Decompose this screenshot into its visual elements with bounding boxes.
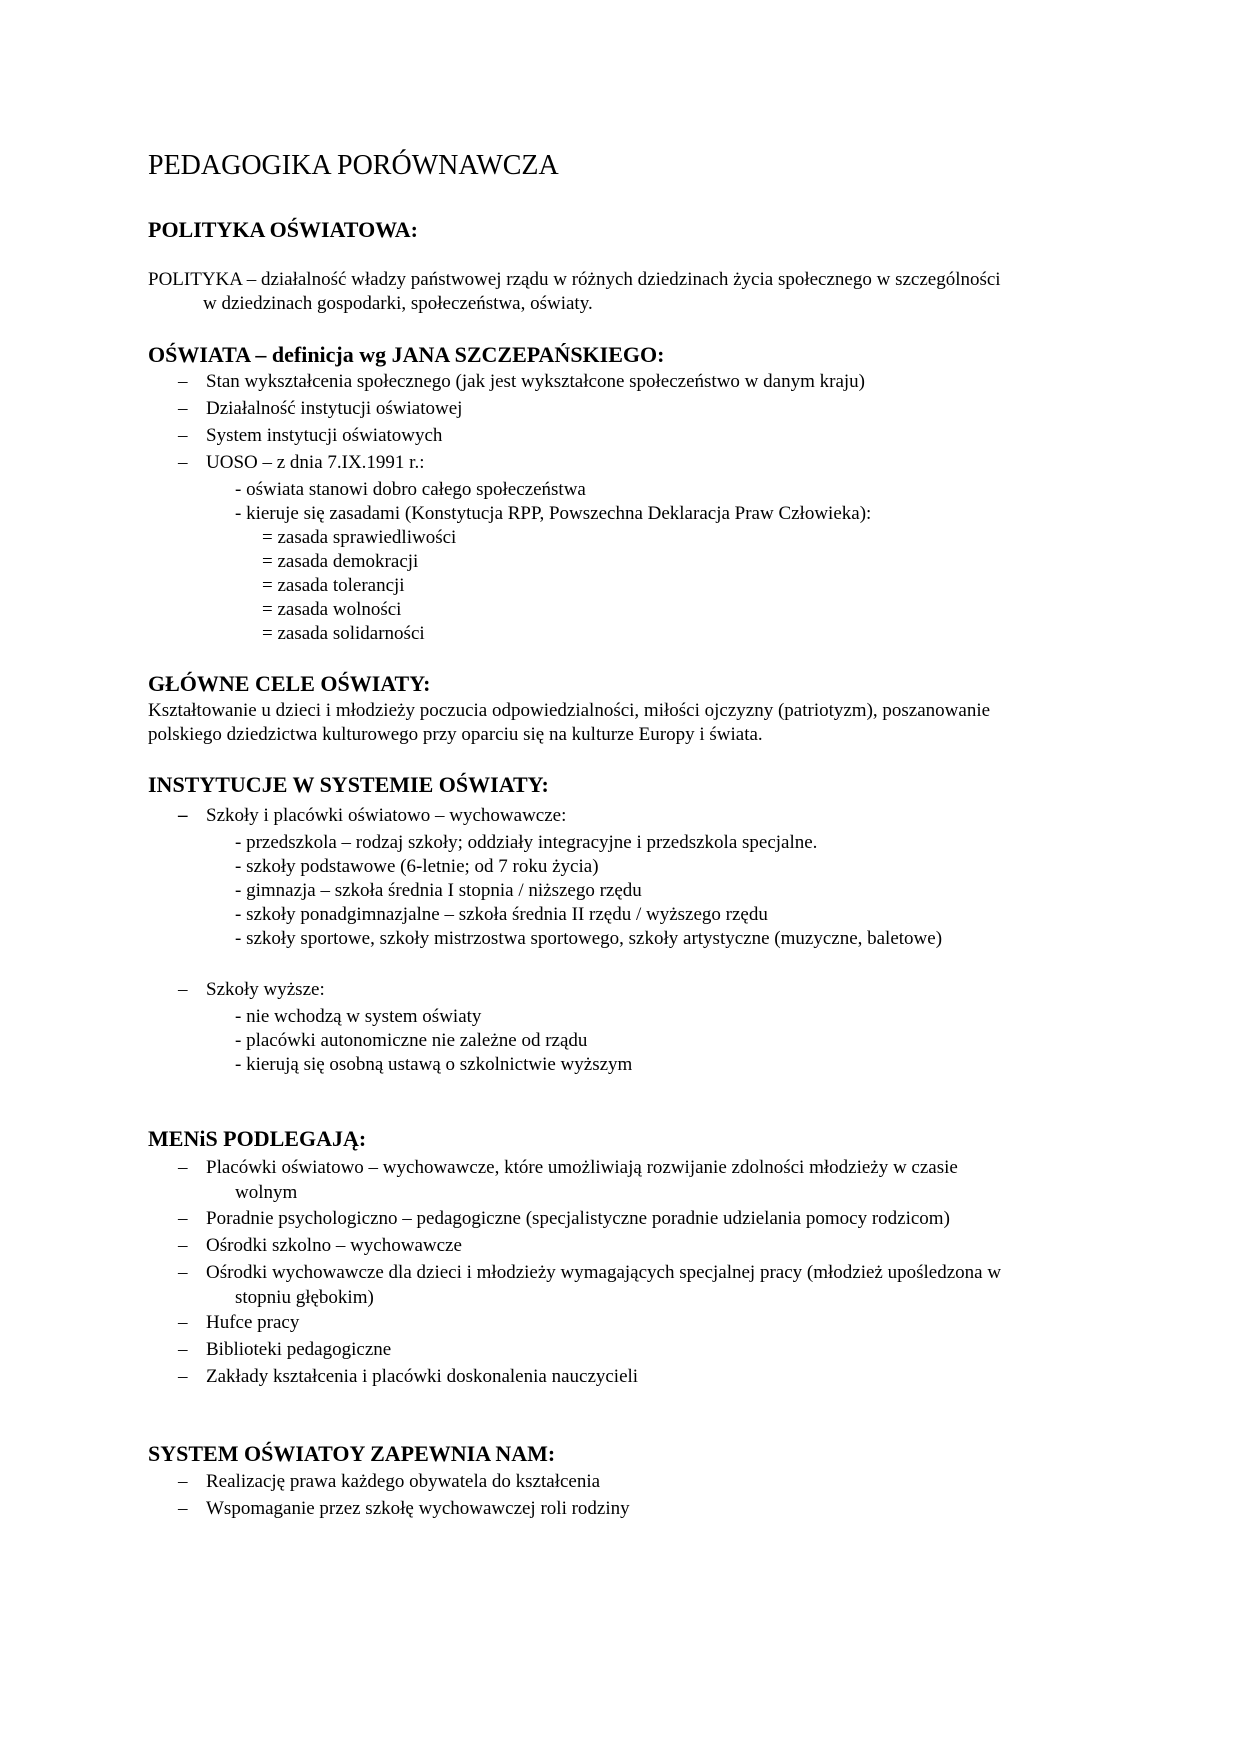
principle-item: = zasada wolności [262, 599, 402, 620]
section-heading-oswiata: OŚWIATA – definicja wg JANA SZCZEPAŃSKIEGO: [148, 342, 665, 367]
list-item: Realizację prawa każdego obywatela do kształcenia [206, 1471, 601, 1492]
sub-list-item: - placówki autonomiczne nie zależne od rządu [235, 1030, 588, 1051]
list-item: Stan wykształcenia społecznego (jak jest wykształcone społeczeństwo w danym kraju) [206, 371, 865, 392]
list-bullet: – [178, 1157, 188, 1178]
list-bullet: – [178, 1262, 188, 1283]
list-bullet: – [178, 1339, 188, 1360]
list-bullet: – [178, 425, 188, 446]
list-bullet: – [178, 1366, 188, 1387]
list-bullet: – [178, 1312, 188, 1333]
list-bullet: – [178, 805, 188, 826]
sub-list-item: - szkoły sportowe, szkoły mistrzostwa sportowego, szkoły artystyczne (muzyczne, baletowe) [235, 928, 943, 949]
list-bullet: – [178, 371, 188, 392]
principle-item: = zasada tolerancji [262, 575, 405, 596]
sub-list-item: - szkoły ponadgimnazjalne – szkoła średnia II rzędu / wyższego rzędu [235, 904, 768, 925]
principle-item: = zasada sprawiedliwości [262, 527, 457, 548]
sub-list-item: - kieruje się zasadami (Konstytucja RPP, Powszechna Deklaracja Praw Człowieka): [235, 503, 872, 524]
paragraph-line: Kształtowanie u dzieci i młodzieży poczucia odpowiedzialności, miłości ojczyzny (patriotyzm), poszanowanie [148, 700, 991, 721]
list-item: Ośrodki szkolno – wychowawcze [206, 1235, 462, 1256]
list-item: Placówki oświatowo – wychowawcze, które umożliwiają rozwijanie zdolności młodzieży w czasie [206, 1157, 958, 1178]
document-title: PEDAGOGIKA PORÓWNAWCZA [148, 150, 559, 181]
paragraph-line: POLITYKA – działalność władzy państwowej rządu w różnych dziedzinach życia społecznego w szczególności [148, 269, 1001, 290]
list-bullet: – [178, 1235, 188, 1256]
list-item: Działalność instytucji oświatowej [206, 398, 463, 419]
list-bullet: – [178, 1498, 188, 1519]
list-item: Zakłady kształcenia i placówki doskonalenia nauczycieli [206, 1366, 639, 1387]
sub-list-item: - kierują się osobną ustawą o szkolnictwie wyższym [235, 1054, 633, 1075]
paragraph-line: w dziedzinach gospodarki, społeczeństwa, oświaty. [203, 293, 593, 314]
list-bullet: – [178, 979, 188, 1000]
list-item: UOSO – z dnia 7.IX.1991 r.: [206, 452, 425, 473]
sub-list-item: - oświata stanowi dobro całego społeczeństwa [235, 479, 586, 500]
list-item: Ośrodki wychowawcze dla dzieci i młodzieży wymagających specjalnej pracy (młodzież upośledzona w [206, 1262, 1002, 1283]
principle-item: = zasada demokracji [262, 551, 419, 572]
list-item: Wspomaganie przez szkołę wychowawczej roli rodziny [206, 1498, 630, 1519]
sub-list-item: - przedszkola – rodzaj szkoły; oddziały integracyjne i przedszkola specjalne. [235, 832, 818, 853]
section-heading-cele: GŁÓWNE CELE OŚWIATY: [148, 671, 431, 696]
section-heading-menis: MENiS PODLEGAJĄ: [148, 1126, 367, 1151]
list-item: Biblioteki pedagogiczne [206, 1339, 392, 1360]
list-bullet: – [178, 398, 188, 419]
sub-list-item: - nie wchodzą w system oświaty [235, 1006, 482, 1027]
list-item: Szkoły i placówki oświatowo – wychowawcze: [206, 805, 567, 826]
list-item: Szkoły wyższe: [206, 979, 325, 1000]
principle-item: = zasada solidarności [262, 623, 425, 644]
section-heading-instytucje: INSTYTUCJE W SYSTEMIE OŚWIATY: [148, 772, 549, 797]
section-heading-system: SYSTEM OŚWIATOY ZAPEWNIA NAM: [148, 1441, 556, 1466]
section-heading-polityka: POLITYKA OŚWIATOWA: [148, 217, 418, 242]
list-item: Hufce pracy [206, 1312, 300, 1333]
sub-list-item: - szkoły podstawowe (6-letnie; od 7 roku życia) [235, 856, 599, 877]
list-bullet: – [178, 1208, 188, 1229]
list-bullet: – [178, 452, 188, 473]
list-item: Poradnie psychologiczno – pedagogiczne (specjalistyczne poradnie udzielania pomocy rodzicom) [206, 1208, 950, 1229]
list-item: System instytucji oświatowych [206, 425, 443, 446]
list-bullet: – [178, 1471, 188, 1492]
paragraph-line: polskiego dziedzictwa kulturowego przy oparciu się na kulturze Europy i świata. [148, 724, 763, 745]
sub-list-item: - gimnazja – szkoła średnia I stopnia / niższego rzędu [235, 880, 642, 901]
list-item-continuation: wolnym [235, 1182, 298, 1203]
list-item-continuation: stopniu głębokim) [235, 1287, 374, 1308]
